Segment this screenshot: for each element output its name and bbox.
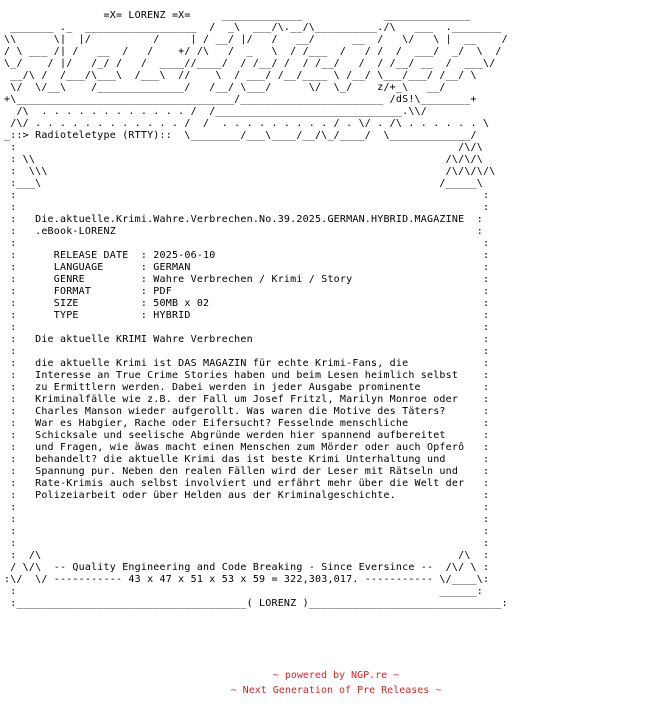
footer-tagline: ~ Next Generation of Pre Releases ~	[230, 685, 442, 696]
nfo-release-text: =X= LORENZ =X= _____________ ______________ _______ ._ __________________ / _\ ___/\.__/\__________./\ ___ .________ \\ \| |/ / | / __/ |/ / __/ __ / \/ \ | __ / / \ ___ /| / __ / / +/ /\ / _ \ / /___ / / / / ___/ _/ \ / \_/ / |/ /_/ / / ____//____/ / /__/ / / /__/ / / /__/ __ / ___\/ __/\ / /___/\___\ /___\ // \ / ___/ /__/____ \ /__/ \___/___/ /__/ \ \/ \/__\ /______________/ /__/ \___/ \/ \_/ z/+_\ __/ +\___________________________________/_______________________ /dS!\________+ /\ . . . . . . . . . . . . / /______________________________.\\/ /\/ . . . . . . . . . . . . / / . . . . . . . . . / . \/ . /\ . . . . . . \ _::> Radioteletype (RTTY):: \________/___\____/__/\_/____/ \_____________/ : /\/\ : \\ /\/\/\ : \\\ /\/\/\/\ :___\ /_____\ : : : : : Die.aktuelle.Krimi.Wahre.Verbrechen.No.39.2025.GERMAN.HYBRID.MAGAZINE : : .eBook-LORENZ : : : : RELEASE DATE : 2025-06-10 : : LANGUAGE : GERMAN : : GENRE : Wahre Verbrechen / Krimi / Story : : FORMAT : PDF : : SIZE : 50MB x 02 : : TYPE : HYBRID : : : : Die aktuelle KRIMI Wahre Verbrechen : : : : die aktuelle Krimi ist DAS MAGAZIN für echte Krimi-Fans, die : : Interesse an True Crime Stories haben und beim Lesen heimlich selbst : : zu Ermittlern werden. Dabei werden in jeder Ausgabe prominente : : Kriminalfälle wie z.B. der Fall um Josef Fritzl, Marilyn Monroe oder : : Charles Manson wieder aufgerollt. Was waren die Motive des Täters? : : War es Habgier, Rache oder Eifersucht? Fesselnde menschliche : : Schicksale und seelische Abgründe werden hier spannend aufbereitet : : und Fragen, wie äwas macht einen Menschen zum Mörder oder auch Opferô : : behandelt? die aktuelle Krimi das ist beste Krimi Unterhaltung und : : Spannung pur. Neben den realen Fällen wird der Leser mit Rätseln und : : Rate-Krimis auch selbst involviert und erfährt mehr über die Welt der : : Polizeiarbeit oder über Helden aus der Kriminalgeschichte. : : : : : : : : : : /\ /\ : / \/\ -- Quality Engineering and Code Breaking - Since Eversince -- /\/ \ : :\/ \/ ----------- 43 x 47 x 51 x 53 x 59 = 322,303,017. ----------- \/____\: : ______: :_____________________________________( LORENZ )_______________________________:	[4, 10, 508, 609]
footer	[0, 668, 672, 698]
footer-powered-by: ~ powered by NGP.re ~	[272, 670, 400, 681]
